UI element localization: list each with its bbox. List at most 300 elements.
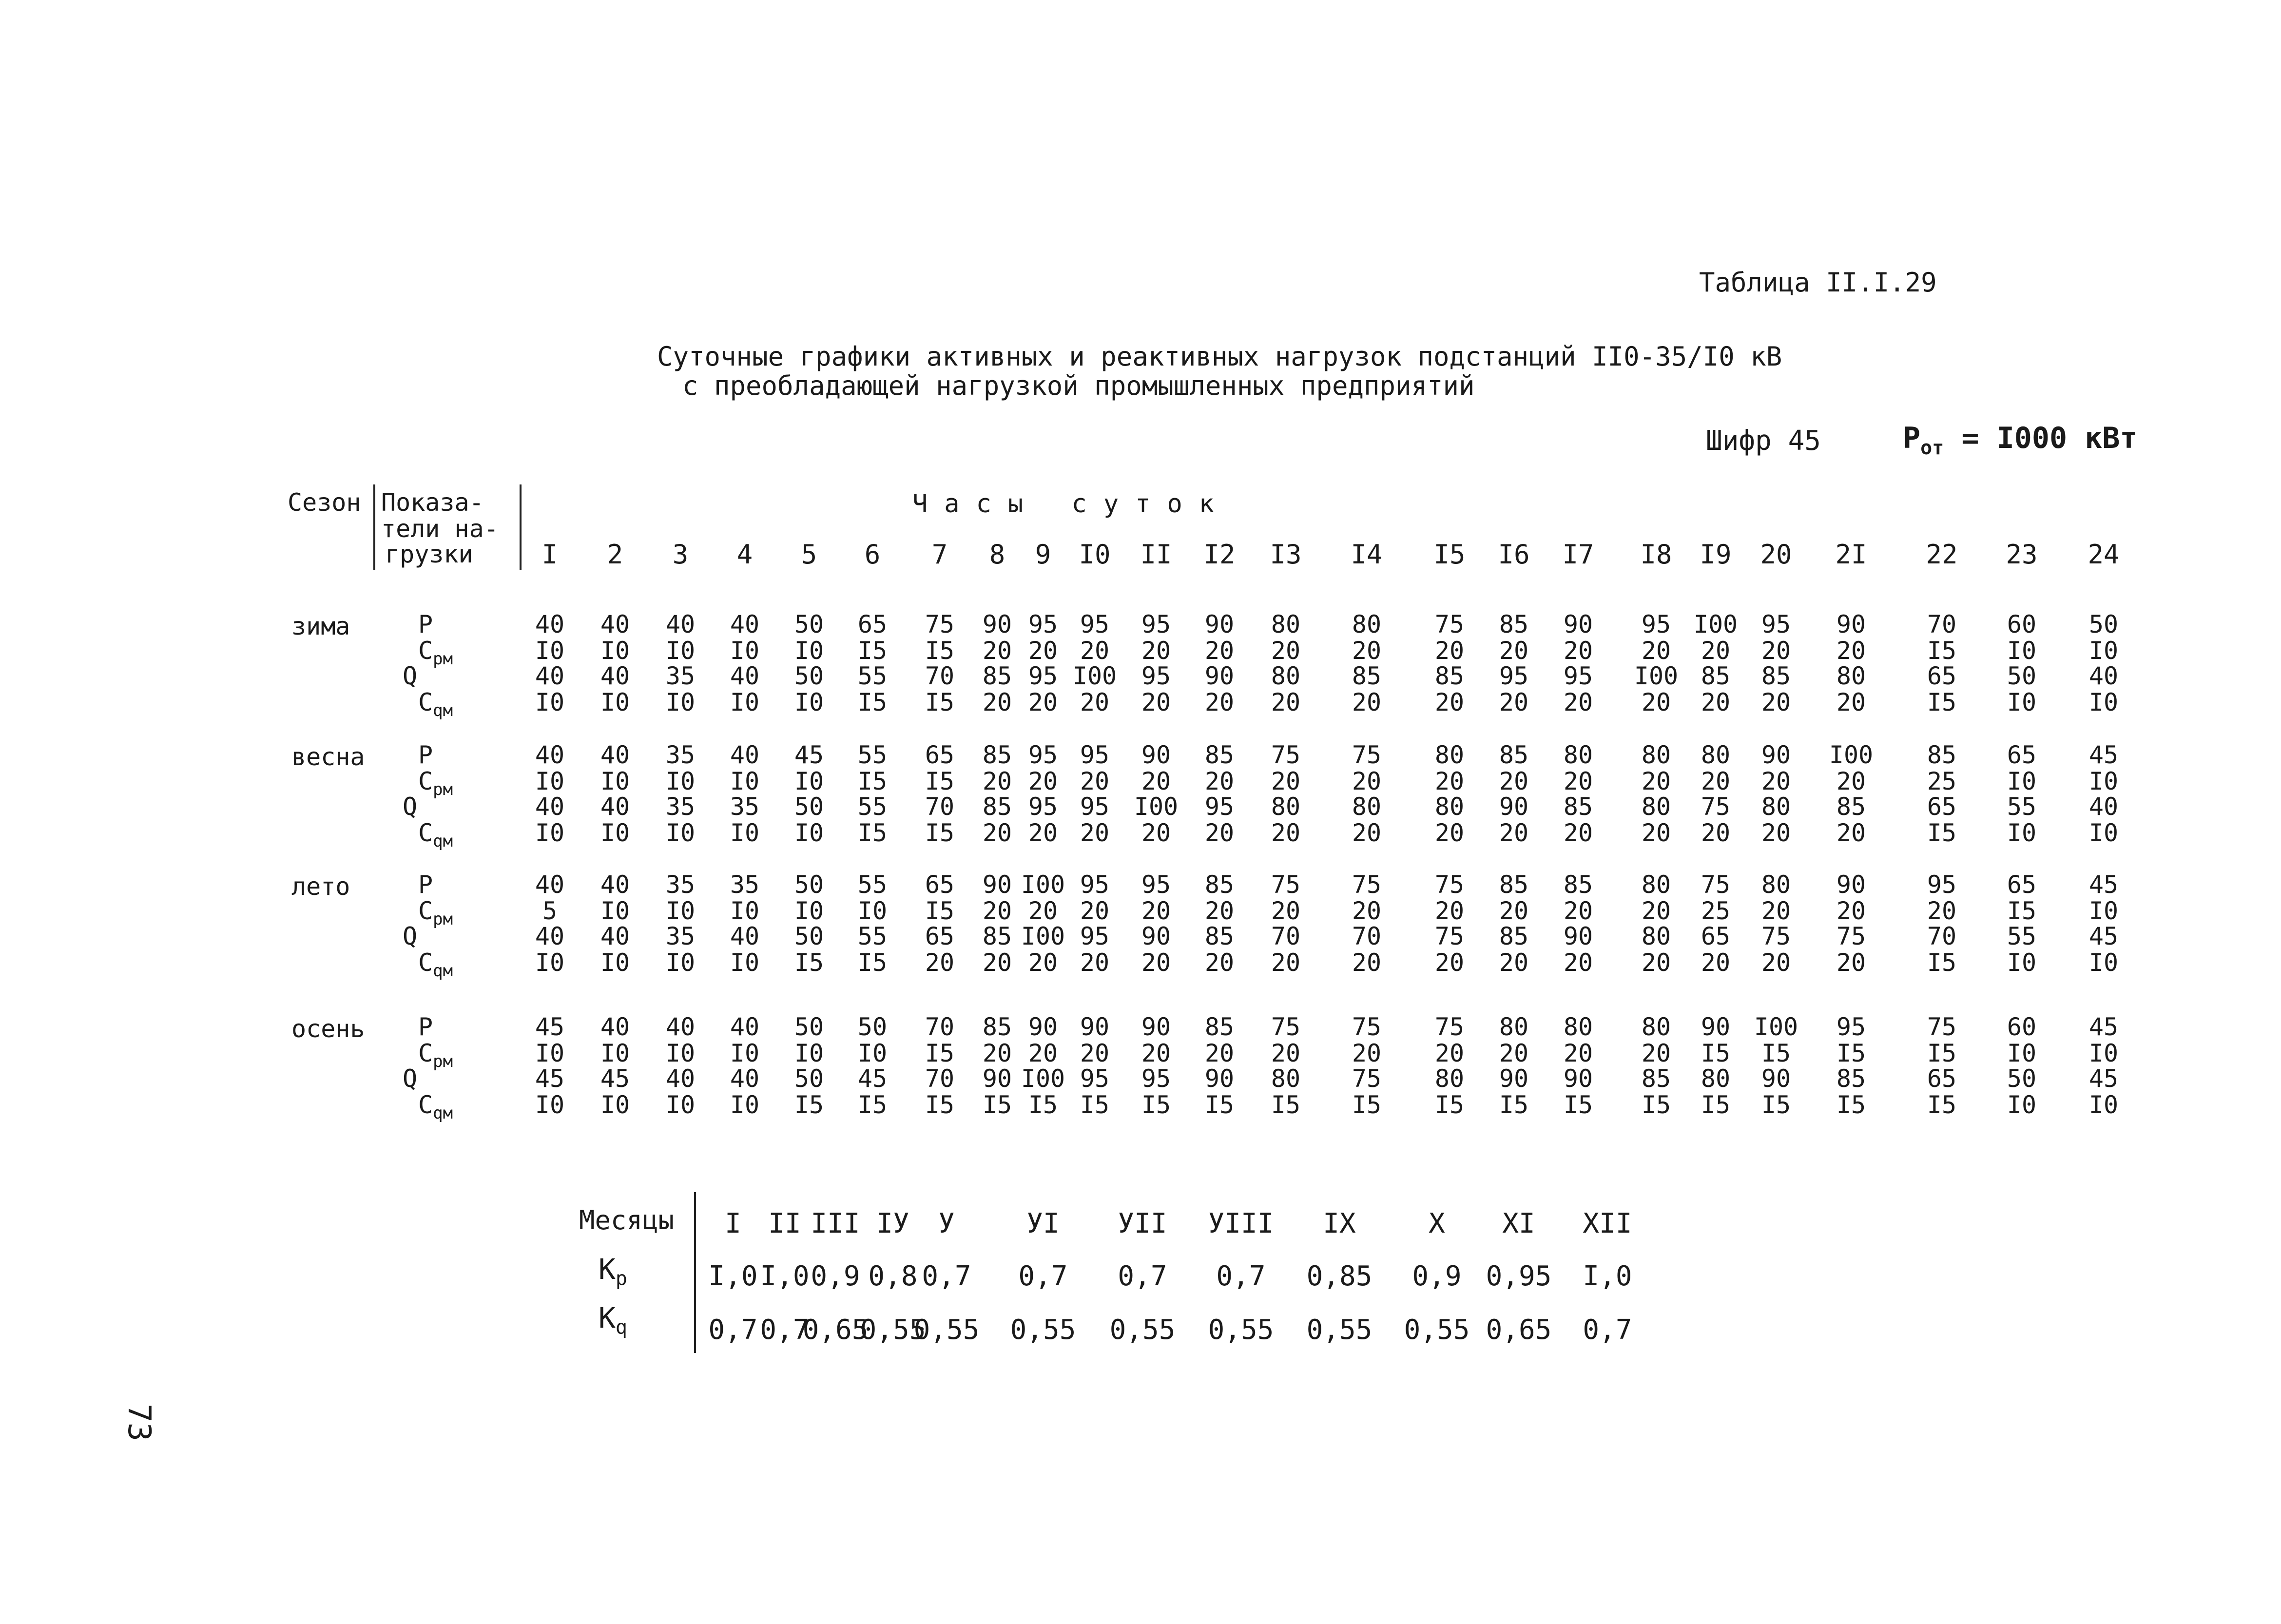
table-cell: 20 <box>1352 1039 1382 1067</box>
header-indicators-line-1: Показа- <box>381 488 484 517</box>
table-cell: I5 <box>1701 1091 1731 1119</box>
table-cell: 95 <box>1028 662 1058 690</box>
table-cell: I0 <box>665 1039 696 1067</box>
table-cell: I5 <box>857 819 888 847</box>
table-cell: 80 <box>1434 741 1465 769</box>
table-cell: I5 <box>1499 1091 1529 1119</box>
table-cell: 65 <box>1927 662 1957 690</box>
hour-17: I7 <box>1562 539 1594 570</box>
table-cell: I0 <box>535 1039 565 1067</box>
power-symbol: P <box>1903 421 1921 455</box>
table-cell: I00 <box>1021 870 1065 899</box>
table-cell: 80 <box>1761 870 1791 899</box>
table-cell: I0 <box>730 1039 760 1067</box>
table-cell: 95 <box>1641 610 1671 638</box>
table-cell: 35 <box>665 741 696 769</box>
table-cell: I0 <box>857 1039 888 1067</box>
table-cell: 65 <box>1927 1064 1957 1093</box>
table-cell: I00 <box>1021 922 1065 950</box>
table-cell: 50 <box>794 922 824 950</box>
table-cell: 20 <box>1352 637 1382 665</box>
table-cell: 20 <box>1641 688 1671 716</box>
table-cell: 85 <box>1701 662 1731 690</box>
table-cell: 20 <box>1352 767 1382 795</box>
table-cell: I0 <box>730 767 760 795</box>
table-cell: I5 <box>925 767 955 795</box>
table-cell: 75 <box>1434 870 1465 899</box>
table-cell: 20 <box>1836 819 1866 847</box>
table-cell: 55 <box>2007 922 2037 950</box>
kq-value: 0,55 <box>1306 1314 1372 1346</box>
table-cell: 45 <box>857 1064 888 1093</box>
table-cell: 20 <box>1080 897 1110 925</box>
table-cell: 65 <box>925 741 955 769</box>
table-cell: 85 <box>982 1013 1012 1041</box>
table-cell: 90 <box>1836 610 1866 638</box>
table-cell: I0 <box>2007 767 2037 795</box>
table-cell: 20 <box>1141 637 1171 665</box>
table-cell: I5 <box>1141 1091 1171 1119</box>
table-cell: 95 <box>1141 1064 1171 1093</box>
table-cell: I0 <box>600 1091 630 1119</box>
table-cell: 75 <box>1352 741 1382 769</box>
table-cell: I0 <box>2088 897 2119 925</box>
months-label: Месяцы <box>579 1205 675 1236</box>
table-cell: I5 <box>1927 688 1957 716</box>
table-cell: 20 <box>1701 819 1731 847</box>
table-cell: 90 <box>1761 741 1791 769</box>
table-cell: 85 <box>1563 793 1593 821</box>
table-cell: 95 <box>1080 610 1110 638</box>
kq-value: 0,55 <box>1404 1314 1470 1346</box>
table-cell: 45 <box>2088 1064 2119 1093</box>
table-cell: 50 <box>2007 1064 2037 1093</box>
indicator-label: Q <box>403 793 418 821</box>
table-cell: 40 <box>730 662 760 690</box>
hour-22: 22 <box>1926 539 1958 570</box>
indicator-label: Q <box>403 662 418 690</box>
indicator-label: $C_{pм}$ <box>418 637 453 669</box>
hour-21: 2I <box>1835 539 1867 570</box>
table-cell: I5 <box>1352 1091 1382 1119</box>
indicator-label: Q <box>403 922 418 950</box>
table-cell: 40 <box>535 870 565 899</box>
table-cell: 20 <box>1028 688 1058 716</box>
page-number: 73 <box>121 1404 157 1442</box>
header-hours-title: Часы суток <box>912 489 1231 519</box>
table-cell: 20 <box>1434 637 1465 665</box>
table-cell: 90 <box>1563 610 1593 638</box>
table-cell: I00 <box>1693 610 1738 638</box>
table-cell: 85 <box>1836 793 1866 821</box>
table-cell: 80 <box>1352 793 1382 821</box>
table-cell: 95 <box>1080 1064 1110 1093</box>
table-cell: I5 <box>925 1091 955 1119</box>
table-cell: 70 <box>925 662 955 690</box>
table-cell: 35 <box>665 662 696 690</box>
table-cell: 45 <box>794 741 824 769</box>
kp-value: 0,95 <box>1486 1260 1552 1292</box>
table-cell: 85 <box>1927 741 1957 769</box>
table-cell: I0 <box>665 688 696 716</box>
table-cell: I5 <box>1836 1039 1866 1067</box>
installed-power <box>1903 421 2138 459</box>
table-cell: 95 <box>1141 610 1171 638</box>
table-cell: 40 <box>730 1013 760 1041</box>
table-cell: 90 <box>982 610 1012 638</box>
table-cell: 20 <box>1563 897 1593 925</box>
table-cell: 80 <box>1271 1064 1301 1093</box>
table-cell: 35 <box>665 793 696 821</box>
table-cell: 95 <box>1080 793 1110 821</box>
table-cell: 95 <box>1141 870 1171 899</box>
table-cell: 40 <box>730 741 760 769</box>
table-cell: I5 <box>857 767 888 795</box>
kp-value: 0,8 <box>868 1260 918 1292</box>
table-cell: 75 <box>1271 870 1301 899</box>
table-cell: 20 <box>1204 897 1235 925</box>
table-cell: 80 <box>1434 793 1465 821</box>
table-cell: 35 <box>730 870 760 899</box>
indicator-label: $C_{qм}$ <box>418 819 453 851</box>
table-cell: I5 <box>1761 1091 1791 1119</box>
table-cell: I5 <box>925 688 955 716</box>
table-cell: 75 <box>1701 870 1731 899</box>
table-cell: 70 <box>925 1013 955 1041</box>
table-cell: 20 <box>1761 897 1791 925</box>
season-label: осень <box>291 1015 365 1043</box>
table-cell: I0 <box>2088 637 2119 665</box>
table-cell: 20 <box>1080 819 1110 847</box>
table-cell: I5 <box>1927 819 1957 847</box>
table-cell: 20 <box>1271 1039 1301 1067</box>
hour-15: I5 <box>1433 539 1466 570</box>
table-cell: 20 <box>1271 948 1301 977</box>
title-line-1: Суточные графики активных и реактивных нагрузок подстанций II0-35/I0 кВ <box>657 341 1782 372</box>
indicator-label: P <box>418 870 433 899</box>
table-cell: I0 <box>2088 948 2119 977</box>
table-cell: 95 <box>1761 610 1791 638</box>
table-cell: I0 <box>600 948 630 977</box>
table-cell: 40 <box>730 1064 760 1093</box>
kq-value: 0,7 <box>1583 1314 1632 1346</box>
header-indicators-line-3: грузки <box>385 540 473 568</box>
table-cell: I0 <box>730 1091 760 1119</box>
table-cell: 90 <box>1080 1013 1110 1041</box>
table-cell: 20 <box>1434 819 1465 847</box>
table-cell: 90 <box>982 870 1012 899</box>
kp-label <box>599 1253 627 1290</box>
table-cell: 20 <box>1434 948 1465 977</box>
table-cell: 20 <box>1028 897 1058 925</box>
header-season: Сезон <box>288 488 361 517</box>
table-cell: 45 <box>2088 741 2119 769</box>
indicator-label: P <box>418 610 433 638</box>
table-cell: 20 <box>1701 948 1731 977</box>
table-cell: 20 <box>1641 1039 1671 1067</box>
table-cell: 20 <box>1204 948 1235 977</box>
table-cell: 80 <box>1352 610 1382 638</box>
table-cell: 40 <box>535 741 565 769</box>
table-cell: 20 <box>1761 819 1791 847</box>
table-cell: 40 <box>600 870 630 899</box>
table-cell: I0 <box>535 819 565 847</box>
table-cell: 20 <box>1271 688 1301 716</box>
table-cell: I0 <box>535 1091 565 1119</box>
table-cell: 20 <box>1563 1039 1593 1067</box>
table-cell: 20 <box>1836 688 1866 716</box>
table-cell: I0 <box>665 897 696 925</box>
table-cell: I5 <box>1641 1091 1671 1119</box>
table-cell: I0 <box>794 897 824 925</box>
kq-value: 0,55 <box>1010 1314 1076 1346</box>
hour-10: I0 <box>1079 539 1111 570</box>
month-name: XII <box>1583 1208 1632 1239</box>
table-cell: 20 <box>1352 819 1382 847</box>
table-cell: I0 <box>730 819 760 847</box>
hour-11: II <box>1140 539 1172 570</box>
table-cell: 20 <box>1641 948 1671 977</box>
table-cell: 40 <box>600 1013 630 1041</box>
table-cell: 75 <box>1761 922 1791 950</box>
table-cell: 90 <box>1499 1064 1529 1093</box>
hour-7: 7 <box>931 539 948 570</box>
table-cell: 70 <box>1352 922 1382 950</box>
table-cell: 20 <box>1499 948 1529 977</box>
table-cell: I5 <box>925 897 955 925</box>
table-cell: 65 <box>2007 741 2037 769</box>
table-cell: 20 <box>1141 767 1171 795</box>
table-cell: 85 <box>982 793 1012 821</box>
kq-value: 0,7 <box>708 1314 758 1346</box>
table-cell: 85 <box>1836 1064 1866 1093</box>
table-cell: I0 <box>794 637 824 665</box>
table-cell: 20 <box>1499 1039 1529 1067</box>
table-cell: 45 <box>600 1064 630 1093</box>
kp-value: I,0 <box>708 1260 758 1292</box>
table-cell: 75 <box>1434 610 1465 638</box>
table-cell: 20 <box>982 948 1012 977</box>
table-cell: 85 <box>1434 662 1465 690</box>
table-cell: 20 <box>1434 1039 1465 1067</box>
indicator-label: Q <box>403 1064 418 1093</box>
table-cell: 75 <box>1352 870 1382 899</box>
table-cell: I0 <box>535 948 565 977</box>
kp-value: I,0 <box>1583 1260 1632 1292</box>
table-cell: 75 <box>1352 1064 1382 1093</box>
table-cell: 75 <box>1434 922 1465 950</box>
header-indicators-line-2: тели на- <box>381 515 499 543</box>
table-cell: 35 <box>665 922 696 950</box>
table-cell: 95 <box>1836 1013 1866 1041</box>
table-cell: 20 <box>1499 688 1529 716</box>
month-name: УII <box>1118 1208 1167 1239</box>
table-cell: 80 <box>1563 1013 1593 1041</box>
table-cell: 20 <box>1028 637 1058 665</box>
table-cell: I5 <box>1434 1091 1465 1119</box>
table-cell: 80 <box>1641 870 1671 899</box>
kp-value: 0,7 <box>1018 1260 1068 1292</box>
table-cell: 90 <box>1836 870 1866 899</box>
hour-9: 9 <box>1035 539 1051 570</box>
months-divider <box>694 1192 696 1353</box>
table-cell: 20 <box>1836 948 1866 977</box>
table-cell: 75 <box>1701 793 1731 821</box>
table-cell: 20 <box>1204 1039 1235 1067</box>
month-name: IУ <box>876 1208 909 1239</box>
table-cell: I5 <box>925 637 955 665</box>
table-cell: 20 <box>1499 897 1529 925</box>
table-cell: 40 <box>535 610 565 638</box>
table-cell: I0 <box>2007 688 2037 716</box>
table-cell: I5 <box>1080 1091 1110 1119</box>
table-cell: 95 <box>1028 793 1058 821</box>
table-cell: 90 <box>1204 610 1235 638</box>
hour-4: 4 <box>736 539 753 570</box>
table-cell: 85 <box>1204 870 1235 899</box>
table-cell: I5 <box>982 1091 1012 1119</box>
table-cell: 80 <box>1563 741 1593 769</box>
table-cell: 80 <box>1761 793 1791 821</box>
kq-value: 0,65 <box>1486 1314 1552 1346</box>
table-cell: 55 <box>2007 793 2037 821</box>
table-cell: 85 <box>1204 922 1235 950</box>
table-cell: 65 <box>925 922 955 950</box>
table-cell: 20 <box>1761 688 1791 716</box>
table-cell: 20 <box>1271 897 1301 925</box>
table-cell: 20 <box>1641 767 1671 795</box>
table-cell: I0 <box>665 819 696 847</box>
table-cell: 55 <box>857 741 888 769</box>
table-cell: 90 <box>1204 1064 1235 1093</box>
month-name: XI <box>1502 1208 1535 1239</box>
table-cell: I0 <box>794 1039 824 1067</box>
hour-3: 3 <box>672 539 689 570</box>
table-cell: 20 <box>1563 637 1593 665</box>
table-cell: 45 <box>535 1064 565 1093</box>
cipher-label: Шифр 45 <box>1706 425 1821 457</box>
table-cell: 80 <box>1271 610 1301 638</box>
table-cell: 65 <box>1927 793 1957 821</box>
kq-value: 0,55 <box>1109 1314 1176 1346</box>
table-cell: I0 <box>2088 688 2119 716</box>
table-cell: I5 <box>2007 897 2037 925</box>
table-cell: I5 <box>1028 1091 1058 1119</box>
table-cell: 40 <box>600 741 630 769</box>
table-cell: 20 <box>1563 688 1593 716</box>
table-cell: I0 <box>794 767 824 795</box>
table-cell: 20 <box>1927 897 1957 925</box>
table-cell: 85 <box>1641 1064 1671 1093</box>
table-cell: I0 <box>665 948 696 977</box>
table-cell: 95 <box>1080 741 1110 769</box>
table-cell: 20 <box>982 767 1012 795</box>
indicator-label: P <box>418 741 433 769</box>
kq-label <box>599 1301 627 1339</box>
table-number: Таблица II.I.29 <box>1699 267 1937 298</box>
power-subscript: от <box>1920 437 1944 459</box>
table-cell: I5 <box>857 948 888 977</box>
table-cell: I5 <box>1927 1039 1957 1067</box>
table-cell: 20 <box>1761 637 1791 665</box>
table-cell: 90 <box>1701 1013 1731 1041</box>
table-cell: 20 <box>1434 688 1465 716</box>
table-cell: 85 <box>1563 870 1593 899</box>
table-cell: 20 <box>982 1039 1012 1067</box>
month-name: УI <box>1026 1208 1060 1239</box>
table-cell: 75 <box>1352 1013 1382 1041</box>
table-cell: I0 <box>730 897 760 925</box>
table-cell: 20 <box>1141 948 1171 977</box>
table-cell: 55 <box>857 870 888 899</box>
table-cell: 20 <box>1271 637 1301 665</box>
table-cell: 35 <box>665 870 696 899</box>
table-cell: 20 <box>1141 897 1171 925</box>
table-cell: 20 <box>982 637 1012 665</box>
table-cell: I5 <box>1927 948 1957 977</box>
table-cell: 40 <box>730 610 760 638</box>
table-cell: I0 <box>730 948 760 977</box>
table-cell: I0 <box>535 637 565 665</box>
table-cell: 65 <box>2007 870 2037 899</box>
table-cell: 80 <box>1499 1013 1529 1041</box>
table-cell: I0 <box>2088 1039 2119 1067</box>
table-cell: I0 <box>665 767 696 795</box>
table-cell: 20 <box>1028 1039 1058 1067</box>
table-cell: 20 <box>1761 948 1791 977</box>
table-cell: 95 <box>1563 662 1593 690</box>
table-cell: I0 <box>2088 767 2119 795</box>
month-name: III <box>811 1208 860 1239</box>
table-cell: I00 <box>1072 662 1117 690</box>
table-cell: I0 <box>857 897 888 925</box>
hour-24: 24 <box>2088 539 2120 570</box>
table-cell: 20 <box>1701 767 1731 795</box>
table-cell: 95 <box>1141 662 1171 690</box>
table-cell: 65 <box>925 870 955 899</box>
table-cell: I5 <box>1761 1039 1791 1067</box>
hour-16: I6 <box>1498 539 1530 570</box>
table-cell: 85 <box>1352 662 1382 690</box>
table-cell: 95 <box>1080 870 1110 899</box>
table-cell: 20 <box>1204 767 1235 795</box>
kq-value: 0,7 <box>760 1314 810 1346</box>
table-cell: 20 <box>1080 1039 1110 1067</box>
table-cell: 20 <box>1352 948 1382 977</box>
table-cell: 20 <box>1271 819 1301 847</box>
table-cell: 50 <box>794 1064 824 1093</box>
table-cell: I5 <box>1927 1091 1957 1119</box>
kp-value: 0,7 <box>1118 1260 1167 1292</box>
table-cell: 80 <box>1641 1013 1671 1041</box>
table-cell: 85 <box>1499 741 1529 769</box>
table-cell: 20 <box>1271 767 1301 795</box>
table-cell: 20 <box>1352 688 1382 716</box>
table-cell: 80 <box>1271 662 1301 690</box>
table-cell: I0 <box>794 819 824 847</box>
table-cell: 80 <box>1641 793 1671 821</box>
month-name: УIII <box>1208 1208 1274 1239</box>
table-cell: 40 <box>665 1013 696 1041</box>
indicator-label: P <box>418 1013 433 1041</box>
table-cell: 20 <box>1141 688 1171 716</box>
month-name: II <box>768 1208 801 1239</box>
table-cell: I5 <box>925 819 955 847</box>
table-cell: 20 <box>1761 767 1791 795</box>
table-cell: I0 <box>2007 1039 2037 1067</box>
table-cell: 20 <box>1701 688 1731 716</box>
table-cell: 90 <box>1499 793 1529 821</box>
